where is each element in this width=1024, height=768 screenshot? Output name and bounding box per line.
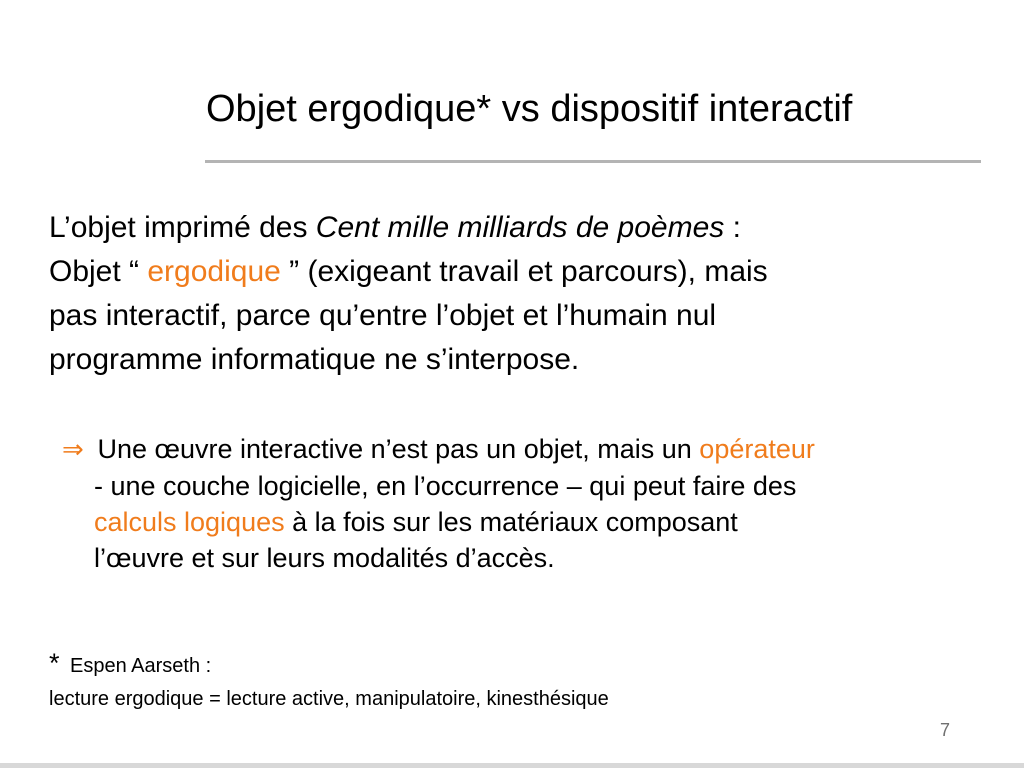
paragraph-line-3: pas interactif, parce qu’entre l’objet et l’humain nul (49, 299, 717, 332)
bullet-line-1 (62, 431, 1022, 468)
paragraph-line-1 (49, 206, 1019, 250)
footnote-author: Espen Aarseth : (70, 655, 212, 677)
paragraph-line-2 (49, 250, 1019, 294)
slide-title: Objet ergodique* vs dispositif interactif (206, 88, 853, 130)
book-title: Cent mille milliards de poèmes (315, 211, 725, 244)
page-number: 7 (940, 720, 951, 740)
bottom-band (0, 763, 1024, 768)
implies-arrow-icon: ⇒ (62, 435, 84, 465)
paragraph-text: : (724, 211, 741, 244)
bullet-line-2: - une couche logicielle, en l’occurrence – qui peut faire des (94, 471, 797, 501)
paragraph-text: L’objet imprimé des (49, 211, 316, 244)
highlight-operateur: opérateur (699, 434, 815, 464)
main-paragraph (49, 206, 1019, 382)
bullet-line-4: l’œuvre et sur leurs modalités d’accès. (94, 543, 555, 573)
bullet-text: à la fois sur les matériaux composant (284, 507, 738, 537)
highlight-ergodique: ergodique (147, 255, 281, 288)
bullet-line-3 (62, 504, 1022, 540)
bullet-text: Une œuvre interactive n’est pas un objet, mais un (90, 434, 700, 464)
paragraph-text: Objet “ (49, 255, 148, 288)
implication-bullet (62, 431, 1022, 576)
title-divider (205, 160, 981, 163)
paragraph-text: ” (exigeant travail et parcours), mais (280, 255, 768, 288)
footnote-definition: lecture ergodique = lecture active, manipulatoire, kinesthésique (49, 688, 609, 710)
paragraph-line-4: programme informatique ne s’interpose. (49, 343, 580, 376)
highlight-calculs-logiques: calculs logiques (94, 507, 285, 537)
footnote-star: * (49, 648, 60, 678)
